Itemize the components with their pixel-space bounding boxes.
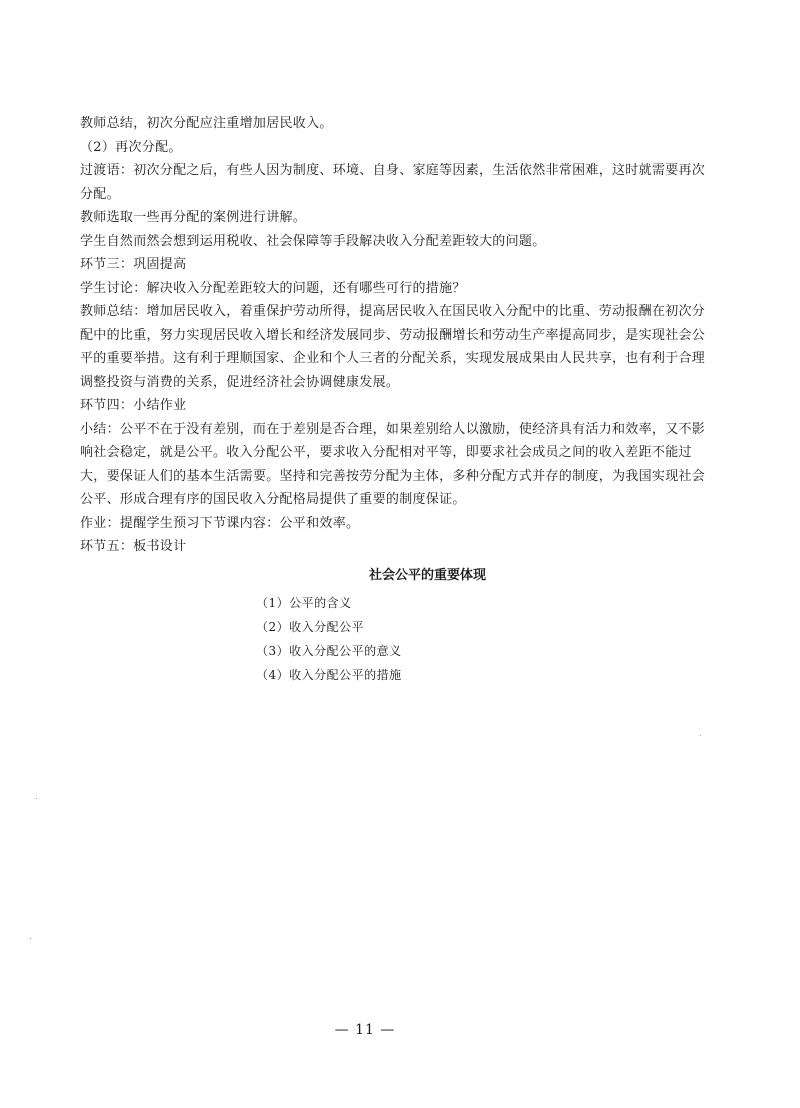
- paragraph-homework: 作业：提醒学生预习下节课内容：公平和效率。: [80, 515, 360, 531]
- paragraph-student-thinking: 学生自然而然会想到运用税收、社会保障等手段解决收入分配差距较大的问题。: [80, 233, 546, 249]
- document-body: [80, 112, 715, 687]
- board-list: [256, 591, 715, 687]
- board-item: （4）收入分配公平的措施: [256, 667, 402, 682]
- board-item: （1）公平的含义: [256, 595, 352, 610]
- paragraph-transition: 过渡语：初次分配之后，有些人因为制度、环境、自身、家庭等因素，生活依然非常困难，这时就需要再次分配。: [80, 163, 706, 202]
- paragraph-teacher-summary-2: 教师总结：增加居民收入，着重保护劳动所得，提高居民收入在国民收入分配中的比重、劳动报酬在初次分配中的比重，努力实现居民收入增长和经济发展同步、劳动报酬增长和劳动生产率提高同步，是实现社会公平的重要举措。这有利于理顺国家、企业和个人三者的分配关系，实现发展成果由人民共享，也有利于合理调整投资与消费的关系，促进经济社会协调健康发展。: [80, 304, 706, 390]
- board-title: 社会公平的重要体现: [368, 567, 486, 583]
- paragraph-student-discussion: 学生讨论：解决收入分配差距较大的问题，还有哪些可行的措施？: [80, 280, 466, 296]
- section-heading-consolidate: 环节三：巩固提高: [80, 257, 187, 272]
- scan-speck: [30, 938, 31, 939]
- paragraph-redistribution-heading: （2）再次分配。: [80, 139, 182, 155]
- board-item: （2）收入分配公平: [256, 619, 365, 634]
- board-item: （3）收入分配公平的意义: [256, 643, 402, 658]
- section-heading-summary-homework: 环节四：小结作业: [80, 398, 187, 413]
- paragraph-summary: 小结：公平不在于没有差别，而在于差别是否合理，如果差别给人以激励，使经济具有活力和效率，又不影响社会稳定，就是公平。收入分配公平，要求收入分配相对平等，即要求社会成员之间的收入差距不能过大，要保证人们的基本生活需要。坚持和完善按劳分配为主体，多种分配方式并存的制度，为我国实现社会公平、形成合理有序的国民收入分配格局提供了重要的制度保证。: [80, 421, 706, 507]
- paragraph-teacher-summary-1: 教师总结，初次分配应注重增加居民收入。: [80, 116, 333, 131]
- page-number: — 11 —: [334, 1022, 396, 1038]
- paragraph-case-study: 教师选取一些再分配的案例进行讲解。: [80, 210, 307, 225]
- scan-speck: [700, 735, 701, 736]
- section-heading-board-design: 环节五：板书设计: [80, 539, 187, 554]
- scan-speck: [36, 798, 37, 799]
